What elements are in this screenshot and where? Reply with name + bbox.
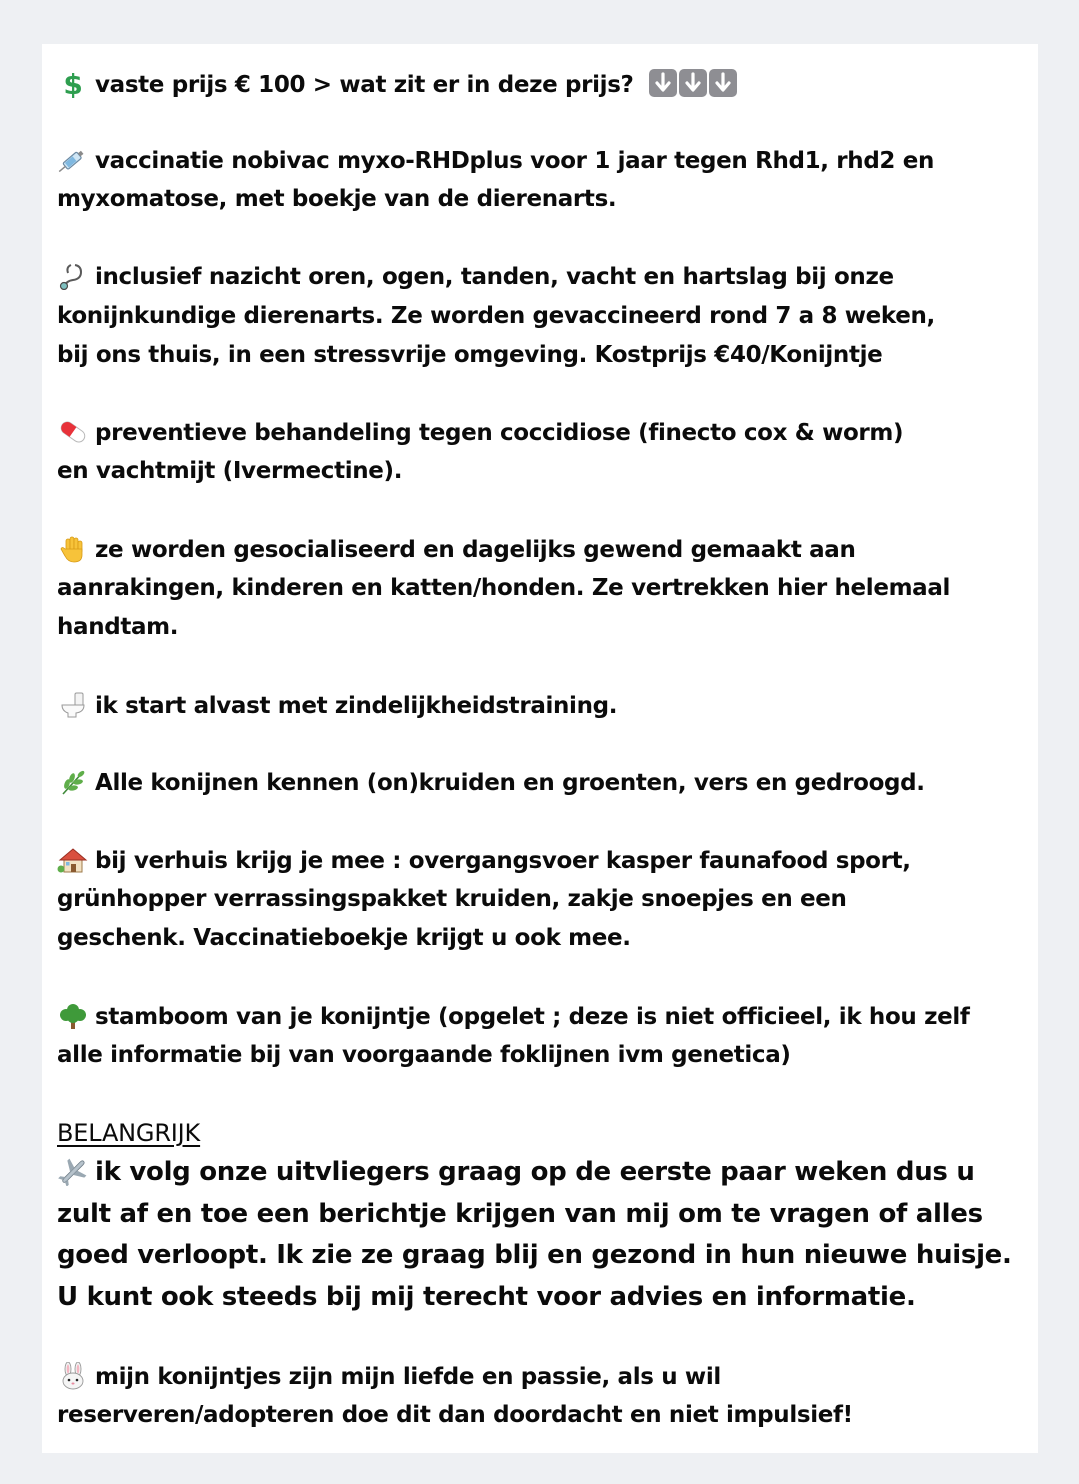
moving-line-1: bij verhuis krijg je mee : overgangsvoer kasper faunafood sport, xyxy=(57,846,911,875)
important-line-2: zult af en toe een berichtje krijgen van mij om te vragen of alles xyxy=(57,1199,983,1229)
herbs-line-1: Alle konijnen kennen (on)kruiden en groenten, vers en gedroogd. xyxy=(57,768,925,797)
closing-line-2: reserveren/adopteren doe dit dan doordacht en niet impulsief! xyxy=(57,1402,853,1428)
herb-icon xyxy=(57,768,89,796)
info-card xyxy=(42,44,1038,1453)
syringe-icon xyxy=(57,146,89,174)
important-line-4: U kunt ook steeds bij mij terecht voor advies en informatie. xyxy=(57,1282,916,1312)
price-text: vaste prijs € 100 > wat zit er in deze prijs? xyxy=(95,72,634,98)
raised-hand-icon xyxy=(57,535,89,563)
pedigree-line-2: alle informatie bij van voorgaande foklijnen ivm genetica) xyxy=(57,1042,791,1068)
closing-line-1: mijn konijntjes zijn mijn liefde en passie, als u wil xyxy=(57,1362,721,1391)
training-line-1: ik start alvast met zindelijkheidstraining. xyxy=(57,691,617,720)
important-line-1: ik volg onze uitvliegers graag op de eerste paar weken dus u xyxy=(57,1156,975,1188)
dollar-sign-icon xyxy=(57,70,89,98)
moving-line-2: grünhopper verrassingspakket kruiden, zakje snoepjes en een xyxy=(57,886,847,912)
airplane-icon xyxy=(57,1158,89,1186)
pill-icon xyxy=(57,418,89,446)
rabbit-face-icon xyxy=(57,1362,89,1390)
vaccination-line-2: myxomatose, met boekje van de dierenarts. xyxy=(57,186,617,212)
checkup-line-2: konijnkundige dierenarts. Ze worden gevaccineerd rond 7 a 8 weken, xyxy=(57,303,935,329)
checkup-line-1: inclusief nazicht oren, ogen, tanden, vacht en hartslag bij onze xyxy=(57,262,894,291)
toilet-icon xyxy=(57,691,89,719)
house-icon xyxy=(57,846,89,874)
down-arrow-box-icon xyxy=(647,72,737,98)
checkup-line-3: bij ons thuis, in een stressvrije omgeving. Kostprijs €40/Konijntje xyxy=(57,342,883,368)
svg-text:$: $ xyxy=(63,70,83,98)
tree-icon xyxy=(57,1002,89,1030)
treatment-line-2: en vachtmijt (Ivermectine). xyxy=(57,458,403,484)
pedigree-line-1: stamboom van je konijntje (opgelet ; deze is niet officieel, ik hou zelf xyxy=(57,1002,970,1031)
treatment-line-1: preventieve behandeling tegen coccidiose (finecto cox & worm) xyxy=(57,418,903,447)
socialization-line-3: handtam. xyxy=(57,614,179,640)
important-heading: BELANGRIJK xyxy=(57,1119,201,1147)
vaccination-line-1: vaccinatie nobivac myxo-RHDplus voor 1 jaar tegen Rhd1, rhd2 en xyxy=(57,146,934,175)
price-line xyxy=(57,69,737,99)
moving-line-3: geschenk. Vaccinatieboekje krijgt u ook mee. xyxy=(57,925,631,951)
important-line-3: goed verloopt. Ik zie ze graag blij en gezond in hun nieuwe huisje. xyxy=(57,1240,1012,1270)
socialization-line-2: aanrakingen, kinderen en katten/honden. Ze vertrekken hier helemaal xyxy=(57,575,951,601)
socialization-line-1: ze worden gesocialiseerd en dagelijks gewend gemaakt aan xyxy=(57,535,856,564)
stethoscope-icon xyxy=(57,262,89,290)
